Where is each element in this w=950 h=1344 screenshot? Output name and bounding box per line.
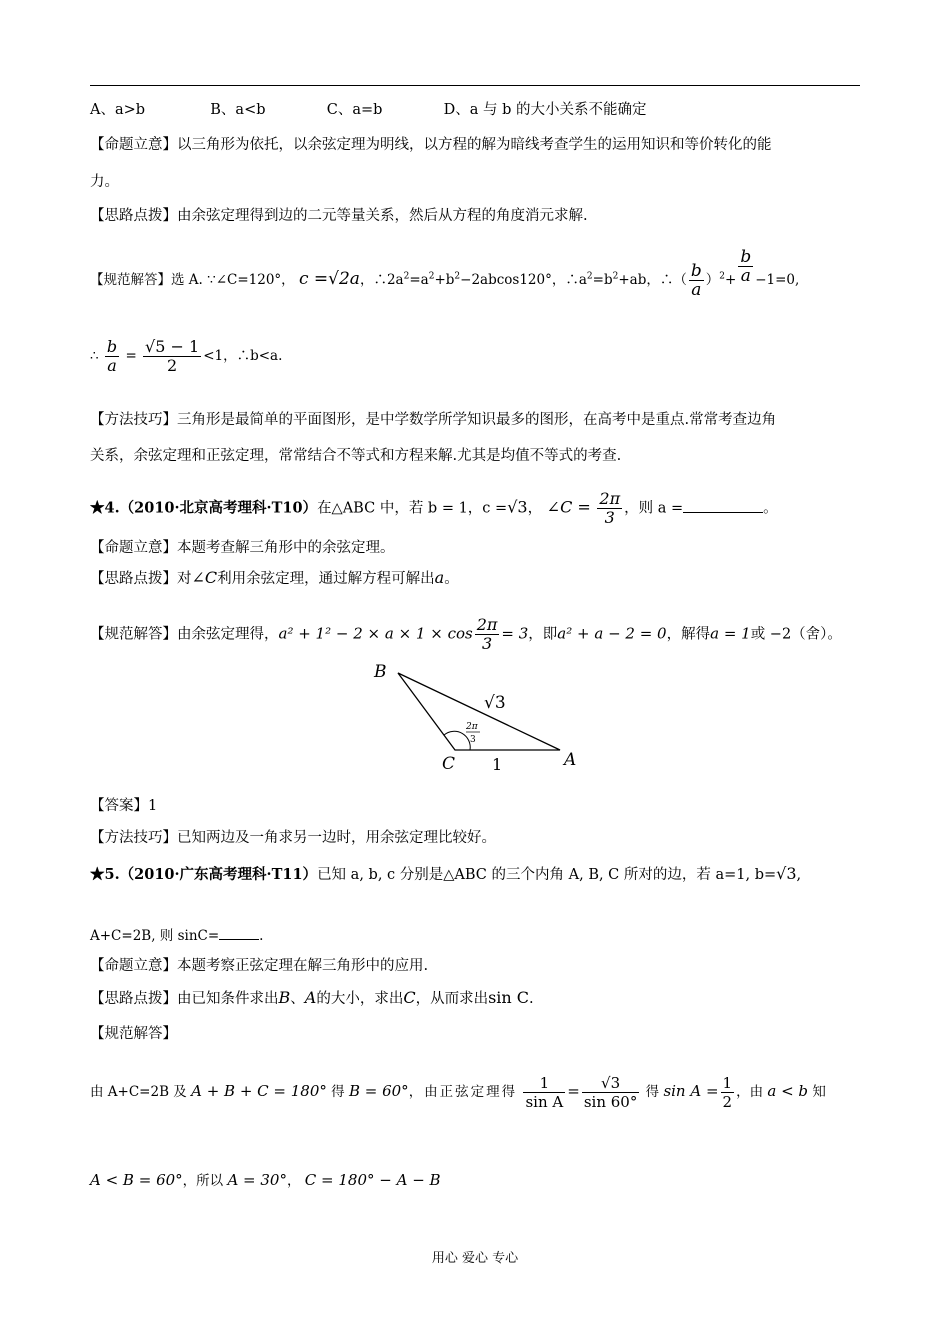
text: =a (409, 272, 429, 288)
text: <1，∴b<a. (203, 348, 283, 364)
text: 。 (444, 571, 459, 587)
sup: 2 (403, 271, 410, 282)
math-eq: C = 180° − A − B (304, 1171, 441, 1189)
tag: 【方法技巧】 (90, 830, 177, 846)
math-sqrt2a: √2a (328, 269, 360, 289)
text: =b (592, 272, 613, 288)
text: 由余弦定理得， (177, 626, 279, 643)
num: √3 (582, 1074, 640, 1093)
answer-blank (683, 498, 763, 513)
q3-hint (90, 206, 588, 226)
num: 1 (722, 1074, 733, 1092)
fraction-2pi-over-3 (597, 490, 622, 527)
text: A+C=2B, 则 sinC= (90, 928, 220, 944)
text: 三角形是最简单的平面图形，是中学数学所学知识最多的图形，在高考中是重点.常常考查边角 (177, 412, 777, 428)
text: 利用余弦定理，通过解方程可解出 (217, 571, 435, 587)
math-eq: = 3 (501, 624, 529, 643)
text: ，由 (736, 1084, 764, 1100)
option-d: D、a 与 b 的大小关系不能确定 (443, 102, 647, 118)
text: 在△ABC 中，若 b = 1，c = (317, 500, 508, 517)
text: ，∴2a (359, 272, 404, 288)
tag: 【思路点拨】 (90, 991, 177, 1007)
den: 2 (167, 356, 178, 375)
tag: 【命题立意】 (90, 137, 177, 153)
text: , (796, 867, 802, 883)
triangle-figure (360, 655, 620, 780)
options-row (90, 100, 647, 120)
sup: 2 (586, 271, 593, 282)
text: 、 (290, 991, 305, 1007)
den: a (691, 280, 702, 300)
math-eq: A < B = 60° (90, 1171, 183, 1189)
text: ∴ (90, 348, 99, 364)
math-sqrt3: √3 (776, 864, 797, 883)
den: sin 60° (583, 1093, 638, 1111)
q4-answer (90, 796, 157, 816)
text: 知 (812, 1084, 826, 1100)
den: 3 (604, 508, 615, 527)
option-a: A、a>b (90, 102, 146, 118)
text: 或 −2（舍）。 (750, 626, 842, 643)
fraction-sqrt5-minus-1-over-2 (143, 338, 201, 375)
den: 2 (722, 1093, 733, 1111)
text: 1 (148, 798, 158, 814)
math-eq: B = 60° (348, 1082, 409, 1100)
math-b: B (278, 988, 291, 1007)
answer-blank (219, 925, 259, 940)
text: 已知两边及一角求另一边时，用余弦定理比较好。 (177, 830, 496, 846)
text: ，则 a = (624, 500, 684, 517)
text: ，即 (528, 626, 558, 643)
text: 力。 (90, 174, 119, 190)
option-c: C、a=b (326, 102, 383, 118)
den: a (740, 266, 751, 286)
q3-intent (90, 135, 772, 155)
text: 已知 a, b, c 分别是△ABC 的三个内角 A, B, C 所对的边，若 a=1, b= (317, 867, 777, 883)
den: a (107, 356, 117, 375)
q5-solution-tag (90, 1024, 177, 1044)
q4-title: ★4.（2010·北京高考理科·T10） (90, 499, 318, 517)
header-rule (90, 85, 860, 86)
vertex-b-label: B (374, 662, 387, 682)
q3-method (90, 410, 776, 430)
tag: 【规范解答】 (90, 272, 171, 288)
tag: 【规范解答】 (90, 1026, 177, 1042)
text: 得 (645, 1084, 660, 1100)
num: b (690, 261, 702, 281)
vertex-c-label: C (442, 754, 456, 774)
num: 2π (599, 489, 621, 508)
q3-conclusion (90, 338, 282, 375)
text: ） (705, 272, 720, 288)
q4-method (90, 828, 496, 848)
vertex-a-label: A (564, 750, 577, 770)
tag: 【命题立意】 (90, 540, 177, 556)
math-a: a (434, 568, 445, 587)
fraction-1-over-2 (721, 1074, 735, 1111)
text: +ab，∴（ (618, 272, 687, 288)
fraction-1-over-sinA (523, 1074, 565, 1111)
sup: 2 (719, 271, 725, 282)
text: = (125, 348, 137, 364)
math-angle-c: ∠C = (546, 497, 591, 517)
tag: 【思路点拨】 (90, 571, 177, 587)
math-sinc: sin C (488, 988, 530, 1007)
angle-den-label: 3 (470, 735, 476, 745)
tag: 【思路点拨】 (90, 208, 177, 224)
text: ， (286, 1173, 301, 1189)
q3-intent-cont (90, 172, 119, 192)
option-b: B、a<b (210, 102, 266, 118)
text: 由 A+C=2B 及 (90, 1084, 187, 1100)
den: 3 (481, 634, 493, 653)
num: √5 − 1 (145, 337, 200, 356)
math-c: C (403, 988, 416, 1007)
math-a: A (304, 988, 317, 1007)
math-eq: sin A = (663, 1082, 719, 1100)
fraction-b-over-a (689, 262, 704, 299)
text: 由余弦定理得到边的二元等量关系，然后从方程的角度消元求解. (177, 208, 588, 224)
text: −1=0, (755, 272, 800, 288)
math-eq: a² + 1² − 2 × a × 1 × cos (278, 624, 473, 643)
text: 。 (763, 500, 778, 517)
text: 的大小，求出 (316, 991, 404, 1007)
tag: 【答案】 (90, 798, 148, 814)
math-angle-c: ∠C (191, 568, 218, 587)
q5-hint (90, 988, 534, 1009)
triangle-shape (398, 673, 560, 750)
page-footer: 用心 爱心 专心 (431, 1251, 519, 1266)
fraction-2pi-over-3 (475, 616, 500, 653)
text: . (529, 991, 534, 1007)
q4-solution (90, 616, 842, 653)
q5-title: ★5.（2010·广东高考理科·T11） (90, 866, 318, 883)
math-eq: a = 1 (710, 624, 751, 643)
q3-method-cont (90, 446, 621, 466)
text: 选 A. ∵∠C=120°， (171, 272, 295, 288)
num: b (106, 337, 118, 356)
side-ba-label: √3 (484, 693, 506, 713)
sup: 2 (428, 271, 435, 282)
text: 关系，余弦定理和正弦定理，常常结合不等式和方程来解.尤其是均值不等式的考查. (90, 448, 622, 464)
q3-solution (90, 247, 800, 300)
q5-solution-line2 (90, 1170, 441, 1191)
text: ，解得 (666, 626, 711, 643)
text: 由已知条件求出 (177, 991, 279, 1007)
num: b (740, 247, 752, 267)
tag: 【规范解答】 (90, 626, 177, 643)
text: 本题考查解三角形中的余弦定理。 (177, 540, 395, 556)
text: + (725, 272, 737, 288)
text: −2abcos120°，∴a (460, 272, 587, 288)
tag: 【命题立意】 (90, 958, 177, 974)
den: sin A (525, 1093, 564, 1111)
text: ，所以 (182, 1173, 224, 1189)
math-eq: a² + a − 2 = 0 (557, 624, 667, 643)
text: . (259, 928, 264, 944)
fraction-sqrt3-over-sin60 (582, 1074, 640, 1111)
math-c: c = (298, 269, 329, 289)
side-ca-label: 1 (492, 755, 503, 774)
text: 以三角形为依托，以余弦定理为明线，以方程的解为暗线考查学生的运用知识和等价转化的能 (177, 137, 772, 153)
fraction-b-over-a-2 (738, 248, 753, 285)
text: ， (527, 500, 543, 517)
text: 对 (177, 571, 192, 587)
num: 1 (523, 1074, 565, 1093)
q4-hint (90, 568, 459, 589)
q4-stem (90, 490, 778, 527)
text: ，从而求出 (415, 991, 489, 1007)
math-sqrt3: √3 (507, 497, 528, 517)
math-eq: A = 30° (227, 1171, 287, 1189)
text: 本题考察正弦定理在解三角形中的应用. (177, 958, 429, 974)
sup: 2 (454, 271, 461, 282)
angle-num-label: 2π (466, 722, 478, 732)
q5-solution-line1 (90, 1074, 826, 1111)
math-eq: A + B + C = 180° (191, 1082, 327, 1100)
fraction-b-over-a (105, 338, 119, 375)
num: 2π (476, 615, 498, 634)
q5-stem-cont (90, 925, 263, 946)
text: 得 (331, 1084, 345, 1100)
math-eq: = (567, 1082, 580, 1100)
text: ，由正弦定理得 (408, 1084, 518, 1100)
q5-intent (90, 956, 428, 976)
tag: 【方法技巧】 (90, 412, 177, 428)
q5-stem (90, 864, 801, 885)
sup: 2 (612, 271, 619, 282)
q4-intent (90, 538, 395, 558)
text: +b (434, 272, 455, 288)
math-eq: a < b (767, 1082, 809, 1100)
